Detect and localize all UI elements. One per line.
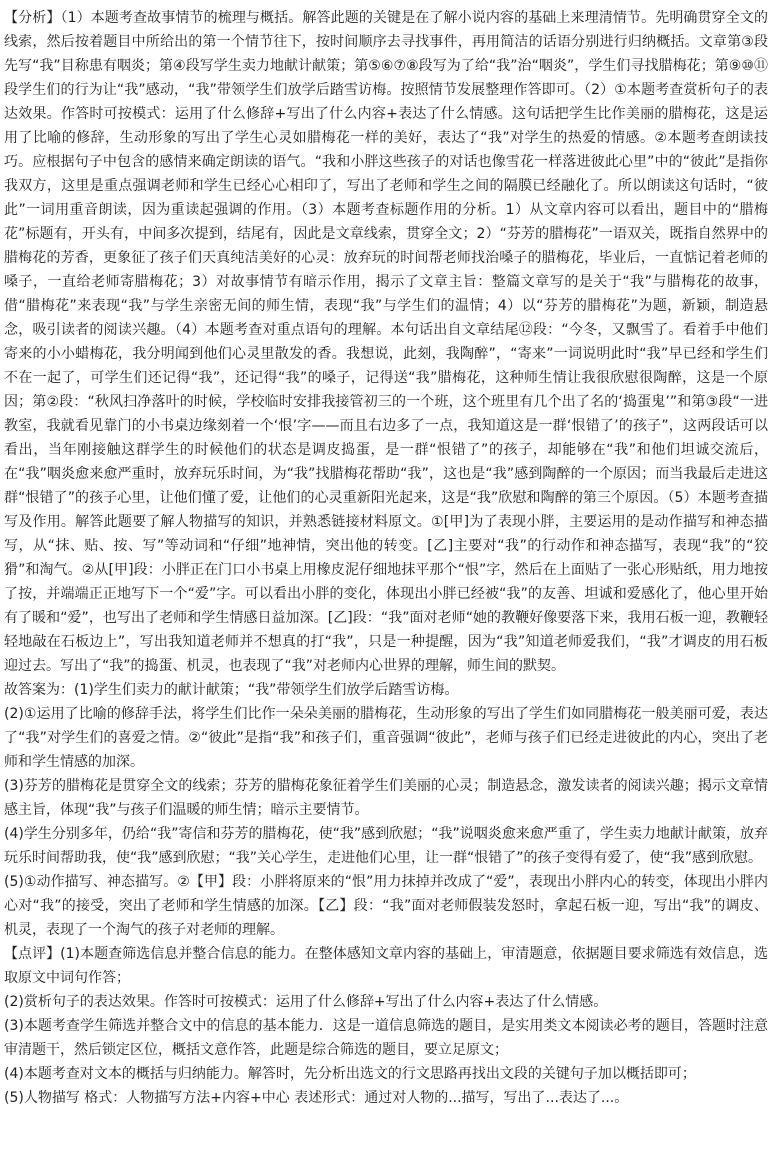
comment-line-4: (4)本题考查对文本的概括与归纳能力。解答时，先分析出选文的行文思路再找出文段的关键句子加以概括即可；: [4, 1066, 696, 1082]
comment-line-5: (5)人物描写 格式：人物描写方法+内容+中心 表述形式：通过对人物的...描写，写出了...表达了...。: [4, 1090, 629, 1106]
answer-line-2: (2)①运用了比喻的修辞手法，将学生们比作一朵朵美丽的腊梅花，生动形象的写出了学生们如同腊梅花一般美丽可爱，表达了“我”对学生们的喜爱之情。②“彼此”是指“我”和孩子们，重音强调“彼此”，老师与孩子们已经走进彼此的内心，突出了老师和学生情感的加深。: [4, 706, 768, 770]
comment-line-2: (2)赏析句子的表达效果。作答时可按模式：运用了什么修辞+写出了什么内容+表达了什么情感。: [4, 994, 608, 1010]
comment-line-1: 【点评】(1)本题查筛选信息并整合信息的能力。在整体感知文章内容的基础上，审清题意，依据题目要求筛选有效信息，选取原文中词句作答；: [4, 946, 768, 986]
answer-line-3: (3)芬芳的腊梅花是贯穿全文的线索；芬芳的腊梅花象征着学生们美丽的心灵；制造悬念，激发读者的阅读兴趣；揭示文章情感主旨，体现“我”与孩子们温暖的师生情；暗示主要情节。: [4, 778, 768, 818]
answer-line-1: 故答案为：(1)学生们卖力的献计献策；“我”带领学生们放学后踏雪访梅。: [4, 682, 459, 698]
answer-line-5: (5)①动作描写、神态描写。②【甲】段：小胖将原来的“恨”用力抹掉并改成了“爱”，表现出小胖内心的转变，体现出小胖内心对“我”的接受，突出了老师和学生情感的加深。【乙】段：“我”面对老师假装发怒时，拿起石板一迎，写出“我”的调皮、机灵，表现了一个淘气的孩子对老师的理解。: [4, 874, 768, 938]
analysis-paragraph: 【分析】（1）本题考查故事情节的梳理与概括。解答此题的关键是在了解小说内容的基础上来理清情节。先明确贯穿全文的线索，然后按着题目中所给出的第一个情节往下，按时间顺序去寻找事件，再用简洁的话语分别进行归纳概括。文章第③段先写“我”目称患有咽炎；第④段写学生卖力地献计献策；第⑤⑥⑦⑧段写为了给“我”治“咽炎”，学生们寻找腊梅花；第⑨⑩⑪段学生们的行为让“我”感动，“我”带领学生们放学后踏雪访梅。按照情节发展整理作答即可。（2）①本题考查赏析句子的表达效果。作答时可按模式：运用了什么修辞+写出了什么内容+表达了什么情感。这句话把学生比作美丽的腊梅花，这是运用了比喻的修辞，生动形象的写出了学生心灵如腊梅花一样的美好，表达了“我”对学生的热爱的情感。②本题考查朗读技巧。应根据句子中包含的感情来确定朗读的语气。“我和小胖这些孩子的对话也像雪花一样落进彼此心里”中的“彼此”是指你我双方，这里是重点强调老师和学生已经心心相印了，写出了老师和学生之间的隔膜已经融化了。所以朗读这句话时，“彼此”一词用重音朗读，因为重读起强调的作用。（3）本题考查标题作用的分析。1）从文章内容可以看出，题目中的“腊梅花”标题有，开头有，中间多次提到，结尾有，因此是文章线索，贯穿全文；2）“芬芳的腊梅花”一语双关，既指自然界中的腊梅花的芳香，更象征了孩子们天真纯洁美好的心灵：放弃玩的时间帮老师找治嗓子的腊梅花，毕业后，一直惦记着老师的嗓子，一直给老师寄腊梅花；3）对故事情节有暗示作用，揭示了文章主旨：整篇文章写的是关于“我”与腊梅花的故事，借“腊梅花”来表现“我”与学生亲密无间的师生情，表现“我”与学生们的温情；4）以“芬芳的腊梅花”为题，新颖，制造悬念，吸引读者的阅读兴趣。（4）本题考查对重点语句的理解。本句话出自文章结尾⑫段：“今冬，又飘雪了。看着手中他们寄来的小小蜡梅花，我分明闻到他们心灵里散发的香。我想说，此刻，我陶醉”，“寄来”一词说明此时“我”早已经和学生们不在一起了，可学生们还记得“我”，还记得“我”的嗓子，记得送“我”腊梅花，这种师生情让我很欣慰很陶醉，这是一个原因；第②段：“秋风扫净落叶的时候，学校临时安排我接管初三的一个班，这个班里有几个出了名的‘捣蛋鬼’”和第③段“一进教室，我就看见靠门的小书桌边缘刻着一个‘恨’字——而且右边多了一点，我知道这是一群‘恨错了’的孩子”，这两段话可以看出，当年刚接触这群学生的时候他们的状态是调皮捣蛋，是一群“恨错了”的孩子，却能够在“我”和他们坦诚交流后，在“我”咽炎愈来愈严重时，放弃玩乐时间，为“我”找腊梅花帮助“我”，这也是“我”感到陶醉的一个原因；而当我最后走进这群“恨错了”的孩子心里，让他们懂了爱，让他们的心灵重新阳光起来，这是“我”欣慰和陶醉的第三个原因。（5）本题考查描写及作用。解答此题要了解人物描写的知识，并熟悉链接材料原文。①[甲]为了表现小胖，主要运用的是动作描写和神态描写，从“抹、贴、按、写”等动词和“仔细”地神情，突出他的转变。[乙]主要对“我”的行动作和神态描写，表现“我”的“狡猾”和淘气。②从[甲]段：小胖正在门口小书桌上用橡皮泥仔细地抹平那个“恨”字，然后在上面贴了一张心形贴纸，用力地按了按，并端端正正地写下一个“爱”字。可以看出小胖的变化，体现出小胖已经被“我”的友善、坦诚和爱感化了，他心里开始有了暖和“爱”，也写出了老师和学生情感日益加深。[乙]段：“我”面对老师“她的教鞭好像要落下来，我用石板一迎，教鞭轻轻地敲在石板边上”，写出我知道老师并不想真的打“我”，只是一种提醒，因为“我”知道老师爱我们，“我”才调皮的用石板迎过去。写出了“我”的捣蛋、机灵，也表现了“我”对老师内心世界的理解，师生间的默契。: [4, 10, 768, 674]
comment-line-3: (3)本题考查学生筛选并整合文中的信息的基本能力．这是一道信息筛选的题目，是实用类文本阅读必考的题目，答题时注意审清题干，然后锁定区位，概括文意作答，此题是综合筛选的题目，要立足原文；: [4, 1018, 768, 1058]
answer-line-4: (4)学生分别多年，仍给“我”寄信和芬芳的腊梅花，使“我”感到欣慰；“我”说咽炎愈来愈严重了，学生卖力地献计献策，放弃玩乐时间帮助我，使“我”感到欣慰；“我”关心学生，走进他们心里，让一群“恨错了”的孩子变得有爱了，使“我”感到欣慰。: [4, 826, 768, 866]
